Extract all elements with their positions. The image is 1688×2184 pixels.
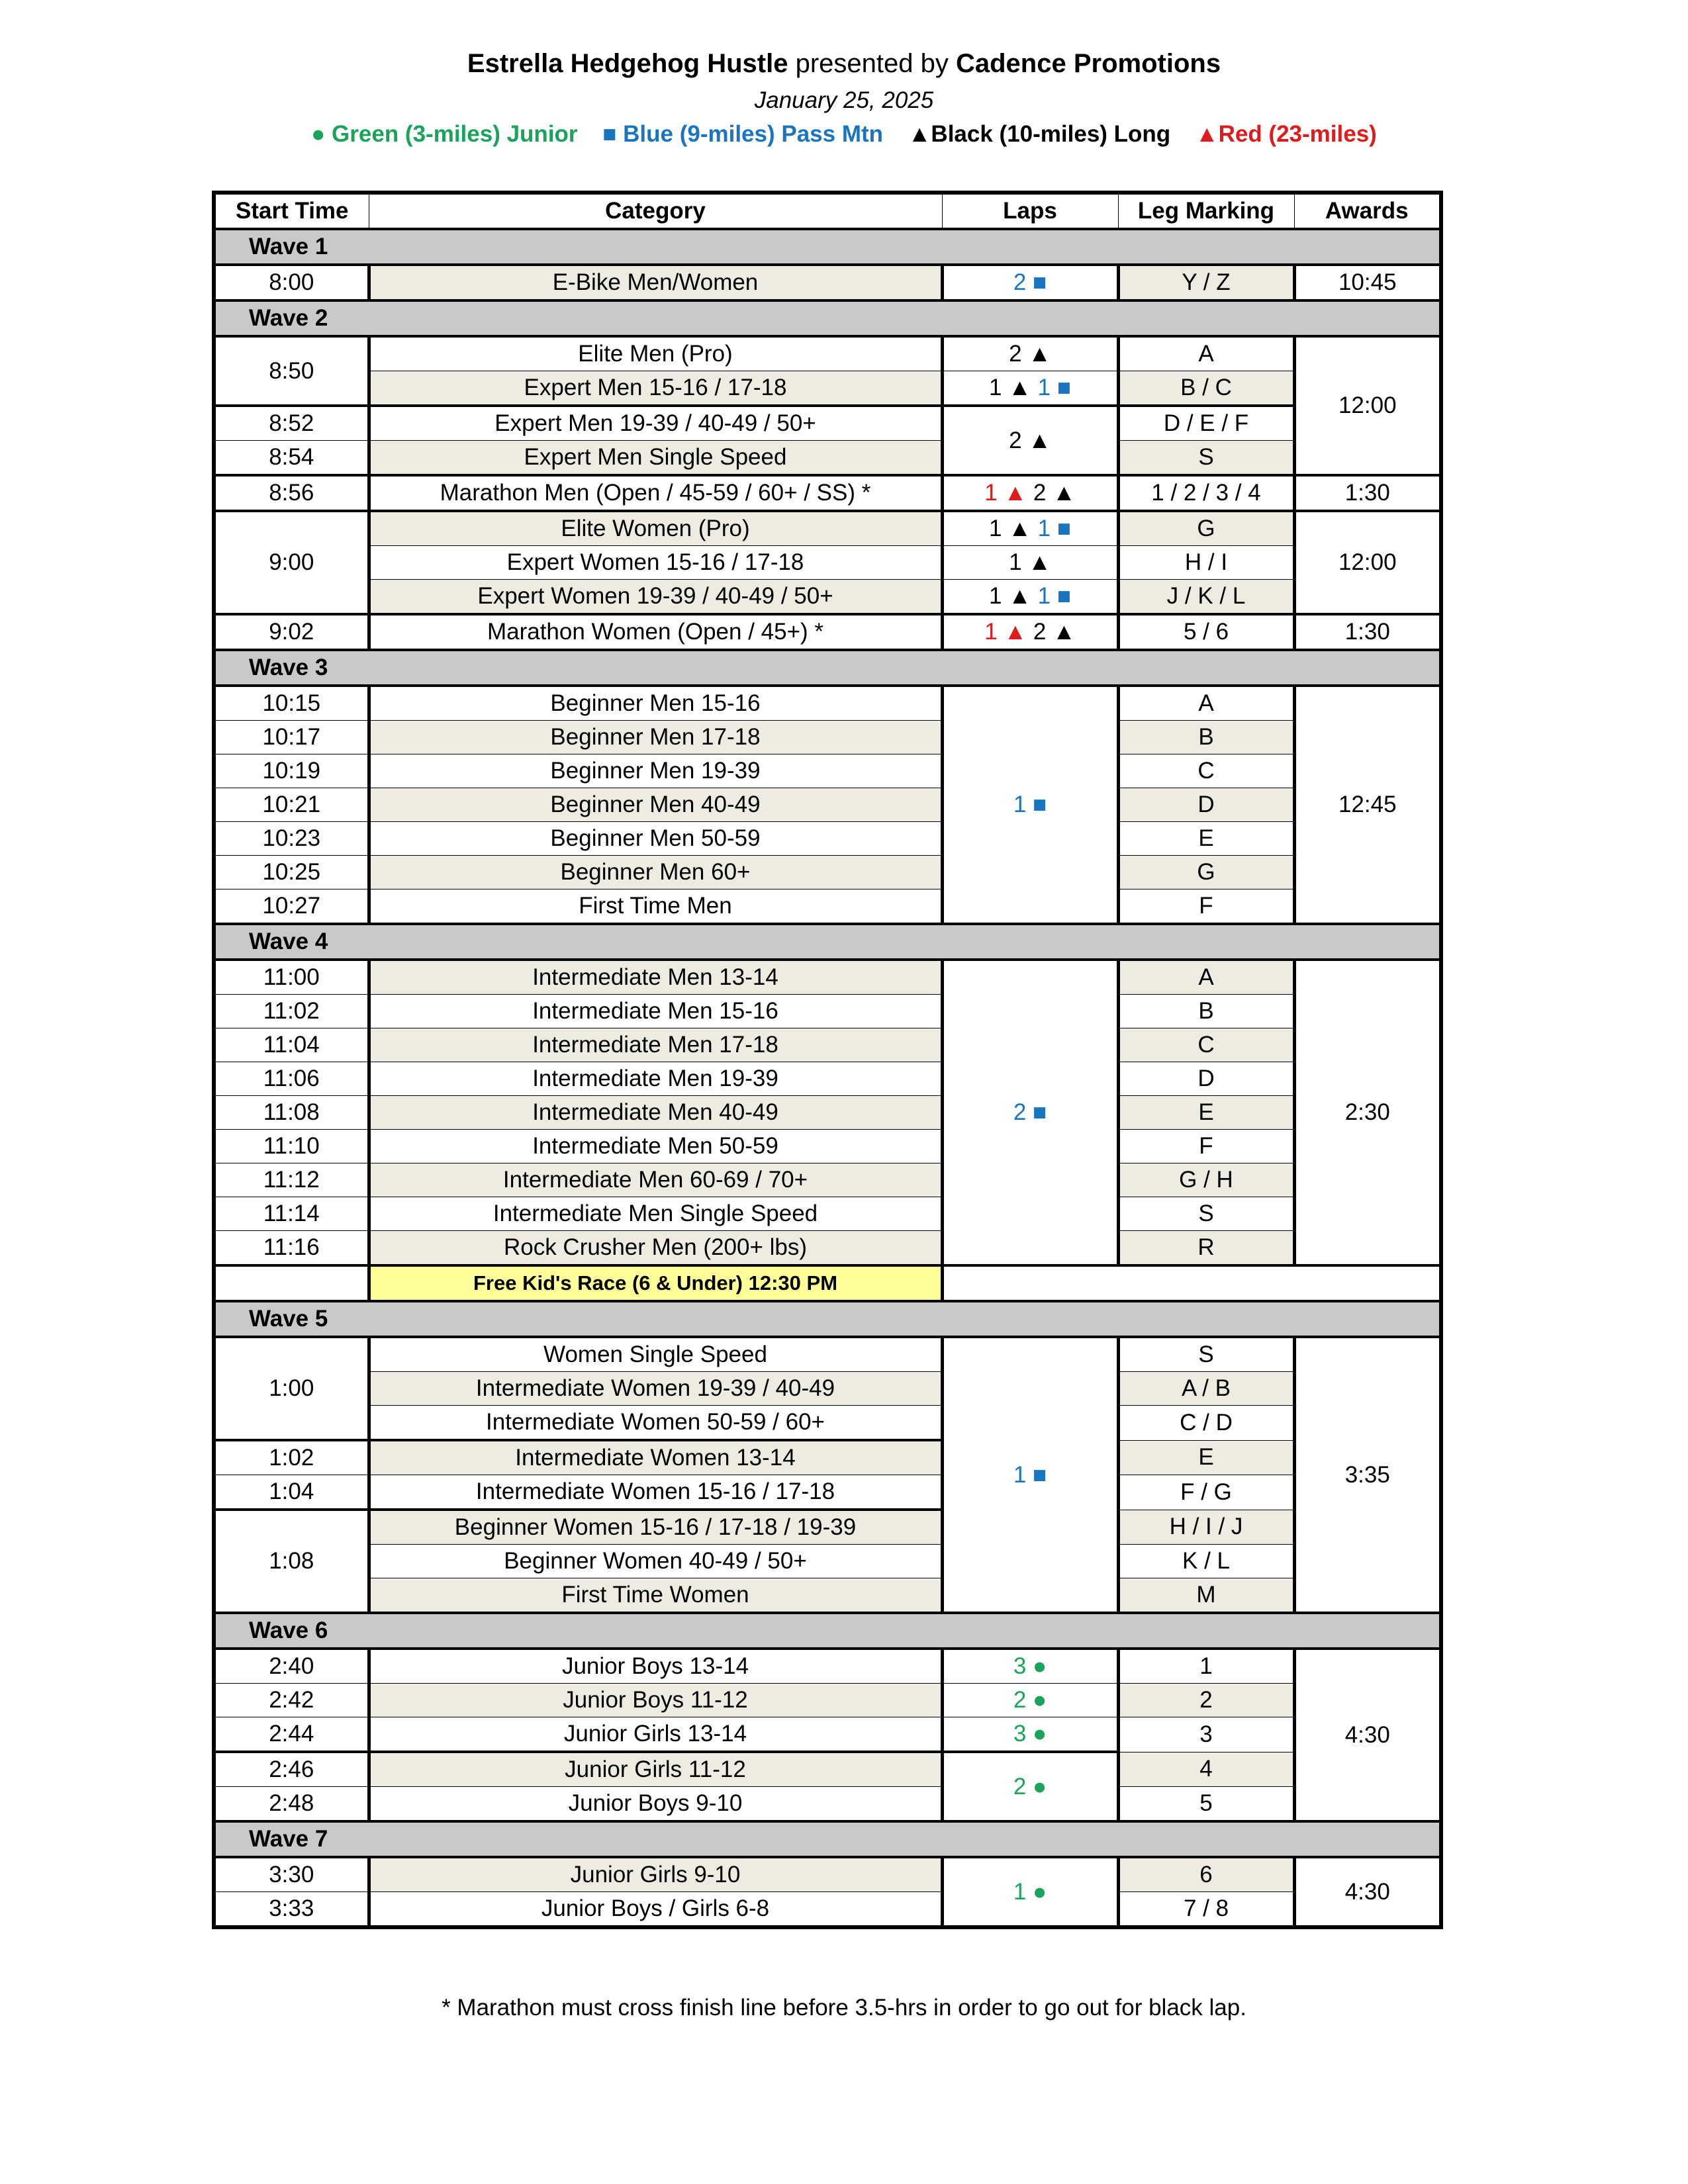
leg-marking: A / B [1118, 1372, 1294, 1406]
table-row [214, 580, 1441, 615]
table-row [214, 856, 1441, 889]
award-time: 12:00 [1294, 336, 1441, 475]
leg-marking: 7 / 8 [1118, 1892, 1294, 1928]
table-row [214, 1578, 1441, 1614]
wave-1-header [214, 229, 1441, 265]
table-row [214, 475, 1441, 511]
table-row [214, 686, 1441, 721]
start-time: 10:19 [214, 754, 369, 788]
wave-label: Wave 2 [214, 300, 1441, 336]
leg-marking: B [1118, 721, 1294, 754]
table-row [214, 371, 1441, 406]
leg-marking: E [1118, 1096, 1294, 1130]
category: Expert Women 19-39 / 40-49 / 50+ [369, 580, 942, 615]
wave-label: Wave 4 [214, 924, 1441, 960]
category: Intermediate Men 40-49 [369, 1096, 942, 1130]
green-circle-icon: ● [1033, 1878, 1047, 1905]
category: Beginner Women 40-49 / 50+ [369, 1545, 942, 1578]
leg-marking: 1 [1118, 1649, 1294, 1684]
category: Intermediate Men 17-18 [369, 1028, 942, 1062]
start-time: 2:42 [214, 1684, 369, 1717]
leg-marking: E [1118, 1440, 1294, 1475]
category: Intermediate Women 15-16 / 17-18 [369, 1475, 942, 1510]
category: Intermediate Men 13-14 [369, 960, 942, 995]
award-time: 1:30 [1294, 614, 1441, 650]
laps: 2 ■ [942, 960, 1118, 1265]
category: Marathon Men (Open / 45-59 / 60+ / SS) * [369, 475, 942, 511]
laps: 1 ▲ 2 ▲ [942, 614, 1118, 650]
leg-marking: B [1118, 995, 1294, 1028]
legend-blue-label: Blue (9-miles) Pass Mtn [623, 121, 884, 147]
green-circle-icon: ● [1033, 1721, 1047, 1747]
table-row [214, 1440, 1441, 1475]
marathon-footnote: * Marathon must cross finish line before 3.5-hrs in order to go out for black lap. [442, 1995, 1246, 2021]
legend-black [908, 121, 1170, 147]
award-time: 4:30 [1294, 1649, 1441, 1821]
leg-marking: G [1118, 511, 1294, 546]
start-time: 1:02 [214, 1440, 369, 1475]
start-time: 8:50 [214, 336, 369, 406]
table-row [214, 1787, 1441, 1822]
start-time: 11:00 [214, 960, 369, 995]
black-triangle-icon: ▲ [1008, 516, 1031, 541]
blue-square-icon: ■ [1033, 1099, 1047, 1125]
leg-marking: S [1118, 1337, 1294, 1372]
category: Expert Men 19-39 / 40-49 / 50+ [369, 406, 942, 441]
category: Junior Boys 13-14 [369, 1649, 942, 1684]
category: Intermediate Men 50-59 [369, 1130, 942, 1163]
table-row [214, 1231, 1441, 1266]
col-start-time: Start Time [214, 193, 369, 229]
wave-2-header [214, 300, 1441, 336]
start-time: 11:04 [214, 1028, 369, 1062]
category: Junior Girls 13-14 [369, 1717, 942, 1752]
award-time: 2:30 [1294, 960, 1441, 1265]
table-row [214, 788, 1441, 822]
blue-square-icon: ■ [1033, 1461, 1047, 1488]
start-time: 8:54 [214, 441, 369, 476]
black-triangle-icon: ▲ [1008, 375, 1031, 400]
category: Junior Girls 11-12 [369, 1752, 942, 1787]
black-triangle-icon: ▲ [1028, 549, 1051, 575]
start-time-empty [214, 1265, 369, 1301]
category: E-Bike Men/Women [369, 265, 942, 300]
start-time: 3:33 [214, 1892, 369, 1928]
category: Beginner Men 19-39 [369, 754, 942, 788]
wave-label: Wave 1 [214, 229, 1441, 265]
table-row [214, 1857, 1441, 1892]
race-schedule-table [212, 191, 1443, 1929]
blue-square-icon: ■ [602, 121, 617, 147]
start-time: 10:25 [214, 856, 369, 889]
category: Beginner Women 15-16 / 17-18 / 19-39 [369, 1510, 942, 1545]
table-row [214, 1062, 1441, 1096]
start-time: 11:02 [214, 995, 369, 1028]
legend-green [311, 121, 577, 147]
leg-marking: 3 [1118, 1717, 1294, 1752]
kids-race-row [214, 1265, 1441, 1301]
green-circle-icon: ● [1033, 1653, 1047, 1679]
table-row [214, 1717, 1441, 1752]
col-category: Category [369, 193, 942, 229]
leg-marking: J / K / L [1118, 580, 1294, 615]
leg-marking: A [1118, 336, 1294, 371]
award-time: 4:30 [1294, 1857, 1441, 1927]
black-triangle-icon: ▲ [1008, 583, 1031, 609]
table-row [214, 1096, 1441, 1130]
presented-by-text: presented by [788, 49, 956, 78]
wave-label: Wave 7 [214, 1821, 1441, 1857]
category: Intermediate Men 19-39 [369, 1062, 942, 1096]
table-row [214, 1545, 1441, 1578]
leg-marking: 4 [1118, 1752, 1294, 1787]
wave-label: Wave 5 [214, 1301, 1441, 1337]
laps: 3 ● [942, 1649, 1118, 1684]
black-triangle-icon: ▲ [1053, 619, 1076, 645]
table-row [214, 1337, 1441, 1372]
award-time: 3:35 [1294, 1337, 1441, 1613]
table-row [214, 441, 1441, 476]
category: Elite Men (Pro) [369, 336, 942, 371]
table-row [214, 889, 1441, 925]
start-time: 2:40 [214, 1649, 369, 1684]
col-laps: Laps [942, 193, 1118, 229]
start-time: 11:16 [214, 1231, 369, 1266]
leg-marking: D [1118, 1062, 1294, 1096]
laps: 1 ▲ [942, 546, 1118, 580]
black-triangle-icon: ▲ [1028, 427, 1051, 453]
table-row [214, 511, 1441, 546]
promoter-name: Cadence Promotions [955, 49, 1221, 78]
table-row [214, 1684, 1441, 1717]
col-leg-marking: Leg Marking [1118, 193, 1294, 229]
leg-marking: G / H [1118, 1163, 1294, 1197]
table-row [214, 1510, 1441, 1545]
start-time: 10:23 [214, 822, 369, 856]
table-row [214, 1130, 1441, 1163]
start-time: 2:44 [214, 1717, 369, 1752]
table-row [214, 1197, 1441, 1231]
legend-red-label: Red (23-miles) [1218, 121, 1377, 147]
leg-marking: 6 [1118, 1857, 1294, 1892]
leg-marking: D [1118, 788, 1294, 822]
laps: 1 ▲ 1 ■ [942, 580, 1118, 615]
start-time: 8:56 [214, 475, 369, 511]
table-row [214, 336, 1441, 371]
start-time: 10:21 [214, 788, 369, 822]
category: Junior Boys 9-10 [369, 1787, 942, 1822]
start-time: 11:14 [214, 1197, 369, 1231]
start-time: 10:27 [214, 889, 369, 925]
start-time: 3:30 [214, 1857, 369, 1892]
leg-marking: 2 [1118, 1684, 1294, 1717]
leg-marking: R [1118, 1231, 1294, 1266]
leg-marking: S [1118, 1197, 1294, 1231]
start-time: 1:04 [214, 1475, 369, 1510]
table-row [214, 406, 1441, 441]
category: First Time Men [369, 889, 942, 925]
table-header-row [214, 193, 1441, 229]
leg-marking: 1 / 2 / 3 / 4 [1118, 475, 1294, 511]
event-date: January 25, 2025 [754, 87, 934, 113]
table-row [214, 546, 1441, 580]
category: Junior Boys / Girls 6-8 [369, 1892, 942, 1928]
table-row [214, 822, 1441, 856]
black-triangle-icon: ▲ [908, 121, 931, 147]
table-row [214, 721, 1441, 754]
leg-marking: H / I / J [1118, 1510, 1294, 1545]
leg-marking: H / I [1118, 546, 1294, 580]
green-circle-icon: ● [311, 121, 326, 147]
leg-marking: 5 [1118, 1787, 1294, 1822]
start-time: 11:06 [214, 1062, 369, 1096]
table-row [214, 995, 1441, 1028]
start-time: 10:15 [214, 686, 369, 721]
category: Intermediate Men Single Speed [369, 1197, 942, 1231]
leg-marking: G [1118, 856, 1294, 889]
category: Junior Girls 9-10 [369, 1857, 942, 1892]
table-row [214, 1475, 1441, 1510]
table-row [214, 1028, 1441, 1062]
laps: 1 ▲ 1 ■ [942, 511, 1118, 546]
leg-marking: C [1118, 754, 1294, 788]
document-title [0, 49, 1688, 79]
leg-marking: F [1118, 1130, 1294, 1163]
laps: 1 ▲ 1 ■ [942, 371, 1118, 406]
leg-marking: C [1118, 1028, 1294, 1062]
wave-3-header [214, 650, 1441, 686]
start-time: 2:48 [214, 1787, 369, 1822]
black-triangle-icon: ▲ [1053, 480, 1076, 506]
wave-label: Wave 6 [214, 1613, 1441, 1649]
category: Intermediate Men 60-69 / 70+ [369, 1163, 942, 1197]
course-legend [0, 121, 1688, 148]
start-time: 8:52 [214, 406, 369, 441]
wave-4-header [214, 924, 1441, 960]
wave-label: Wave 3 [214, 650, 1441, 686]
event-name: Estrella Hedgehog Hustle [467, 49, 788, 78]
legend-red [1196, 121, 1377, 147]
laps: 3 ● [942, 1717, 1118, 1752]
leg-marking: F / G [1118, 1475, 1294, 1510]
wave-5-header [214, 1301, 1441, 1337]
laps: 1 ▲ 2 ▲ [942, 475, 1118, 511]
start-time: 10:17 [214, 721, 369, 754]
table-row [214, 1163, 1441, 1197]
legend-blue [602, 121, 883, 147]
laps: 1 ■ [942, 686, 1118, 924]
category: Intermediate Women 19-39 / 40-49 [369, 1372, 942, 1406]
table-row [214, 754, 1441, 788]
green-circle-icon: ● [1033, 1687, 1047, 1713]
start-time: 2:46 [214, 1752, 369, 1787]
laps: 2 ■ [942, 265, 1118, 300]
leg-marking: F [1118, 889, 1294, 925]
wave-6-header [214, 1613, 1441, 1649]
table-row [214, 1406, 1441, 1441]
table-row [214, 1892, 1441, 1928]
start-time: 11:08 [214, 1096, 369, 1130]
red-triangle-icon: ▲ [1195, 121, 1219, 147]
start-time: 9:00 [214, 511, 369, 614]
blue-square-icon: ■ [1033, 792, 1047, 817]
leg-marking: C / D [1118, 1406, 1294, 1441]
red-triangle-icon: ▲ [1004, 480, 1027, 506]
col-awards: Awards [1294, 193, 1441, 229]
category: Expert Men Single Speed [369, 441, 942, 476]
table-row [214, 1649, 1441, 1684]
legend-green-label: Green (3-miles) Junior [332, 121, 578, 147]
category: Elite Women (Pro) [369, 511, 942, 546]
legend-black-label: Black (10-miles) Long [931, 121, 1171, 147]
leg-marking: 5 / 6 [1118, 614, 1294, 650]
award-time: 10:45 [1294, 265, 1441, 300]
category: Intermediate Women 13-14 [369, 1440, 942, 1475]
award-time: 1:30 [1294, 475, 1441, 511]
start-time: 11:10 [214, 1130, 369, 1163]
table-row [214, 265, 1441, 300]
blue-square-icon: ■ [1033, 269, 1047, 295]
category: Beginner Men 17-18 [369, 721, 942, 754]
start-time: 9:02 [214, 614, 369, 650]
category: Women Single Speed [369, 1337, 942, 1372]
category: Rock Crusher Men (200+ lbs) [369, 1231, 942, 1266]
category: Intermediate Women 50-59 / 60+ [369, 1406, 942, 1441]
red-triangle-icon: ▲ [1004, 619, 1027, 645]
award-time: 12:45 [1294, 686, 1441, 924]
leg-marking: E [1118, 822, 1294, 856]
blue-square-icon: ■ [1056, 516, 1071, 541]
start-time: 1:00 [214, 1337, 369, 1440]
leg-marking: A [1118, 960, 1294, 995]
award-time: 12:00 [1294, 511, 1441, 614]
blue-square-icon: ■ [1056, 583, 1071, 609]
category: Intermediate Men 15-16 [369, 995, 942, 1028]
leg-marking: Y / Z [1118, 265, 1294, 300]
start-time: 11:12 [214, 1163, 369, 1197]
category: Expert Women 15-16 / 17-18 [369, 546, 942, 580]
leg-marking: K / L [1118, 1545, 1294, 1578]
leg-marking: D / E / F [1118, 406, 1294, 441]
laps: 2 ▲ [942, 406, 1118, 475]
blue-square-icon: ■ [1056, 375, 1071, 400]
laps: 2 ● [942, 1684, 1118, 1717]
category: Junior Boys 11-12 [369, 1684, 942, 1717]
kids-race-blank [942, 1265, 1441, 1301]
green-circle-icon: ● [1033, 1773, 1047, 1799]
leg-marking: B / C [1118, 371, 1294, 406]
laps: 2 ● [942, 1752, 1118, 1821]
leg-marking: M [1118, 1578, 1294, 1614]
laps: 2 ▲ [942, 336, 1118, 371]
table-row [214, 614, 1441, 650]
category: Beginner Men 60+ [369, 856, 942, 889]
laps: 1 ■ [942, 1337, 1118, 1613]
leg-marking: S [1118, 441, 1294, 476]
table-row [214, 1372, 1441, 1406]
table-row [214, 960, 1441, 995]
start-time: 8:00 [214, 265, 369, 300]
start-time: 1:08 [214, 1510, 369, 1613]
category: First Time Women [369, 1578, 942, 1614]
category: Beginner Men 40-49 [369, 788, 942, 822]
wave-7-header [214, 1821, 1441, 1857]
category: Expert Men 15-16 / 17-18 [369, 371, 942, 406]
category: Beginner Men 15-16 [369, 686, 942, 721]
black-triangle-icon: ▲ [1028, 341, 1051, 367]
category: Marathon Women (Open / 45+) * [369, 614, 942, 650]
table-row [214, 1752, 1441, 1787]
kids-race-notice: Free Kid's Race (6 & Under) 12:30 PM [369, 1265, 942, 1301]
category: Beginner Men 50-59 [369, 822, 942, 856]
laps: 1 ● [942, 1857, 1118, 1927]
leg-marking: A [1118, 686, 1294, 721]
